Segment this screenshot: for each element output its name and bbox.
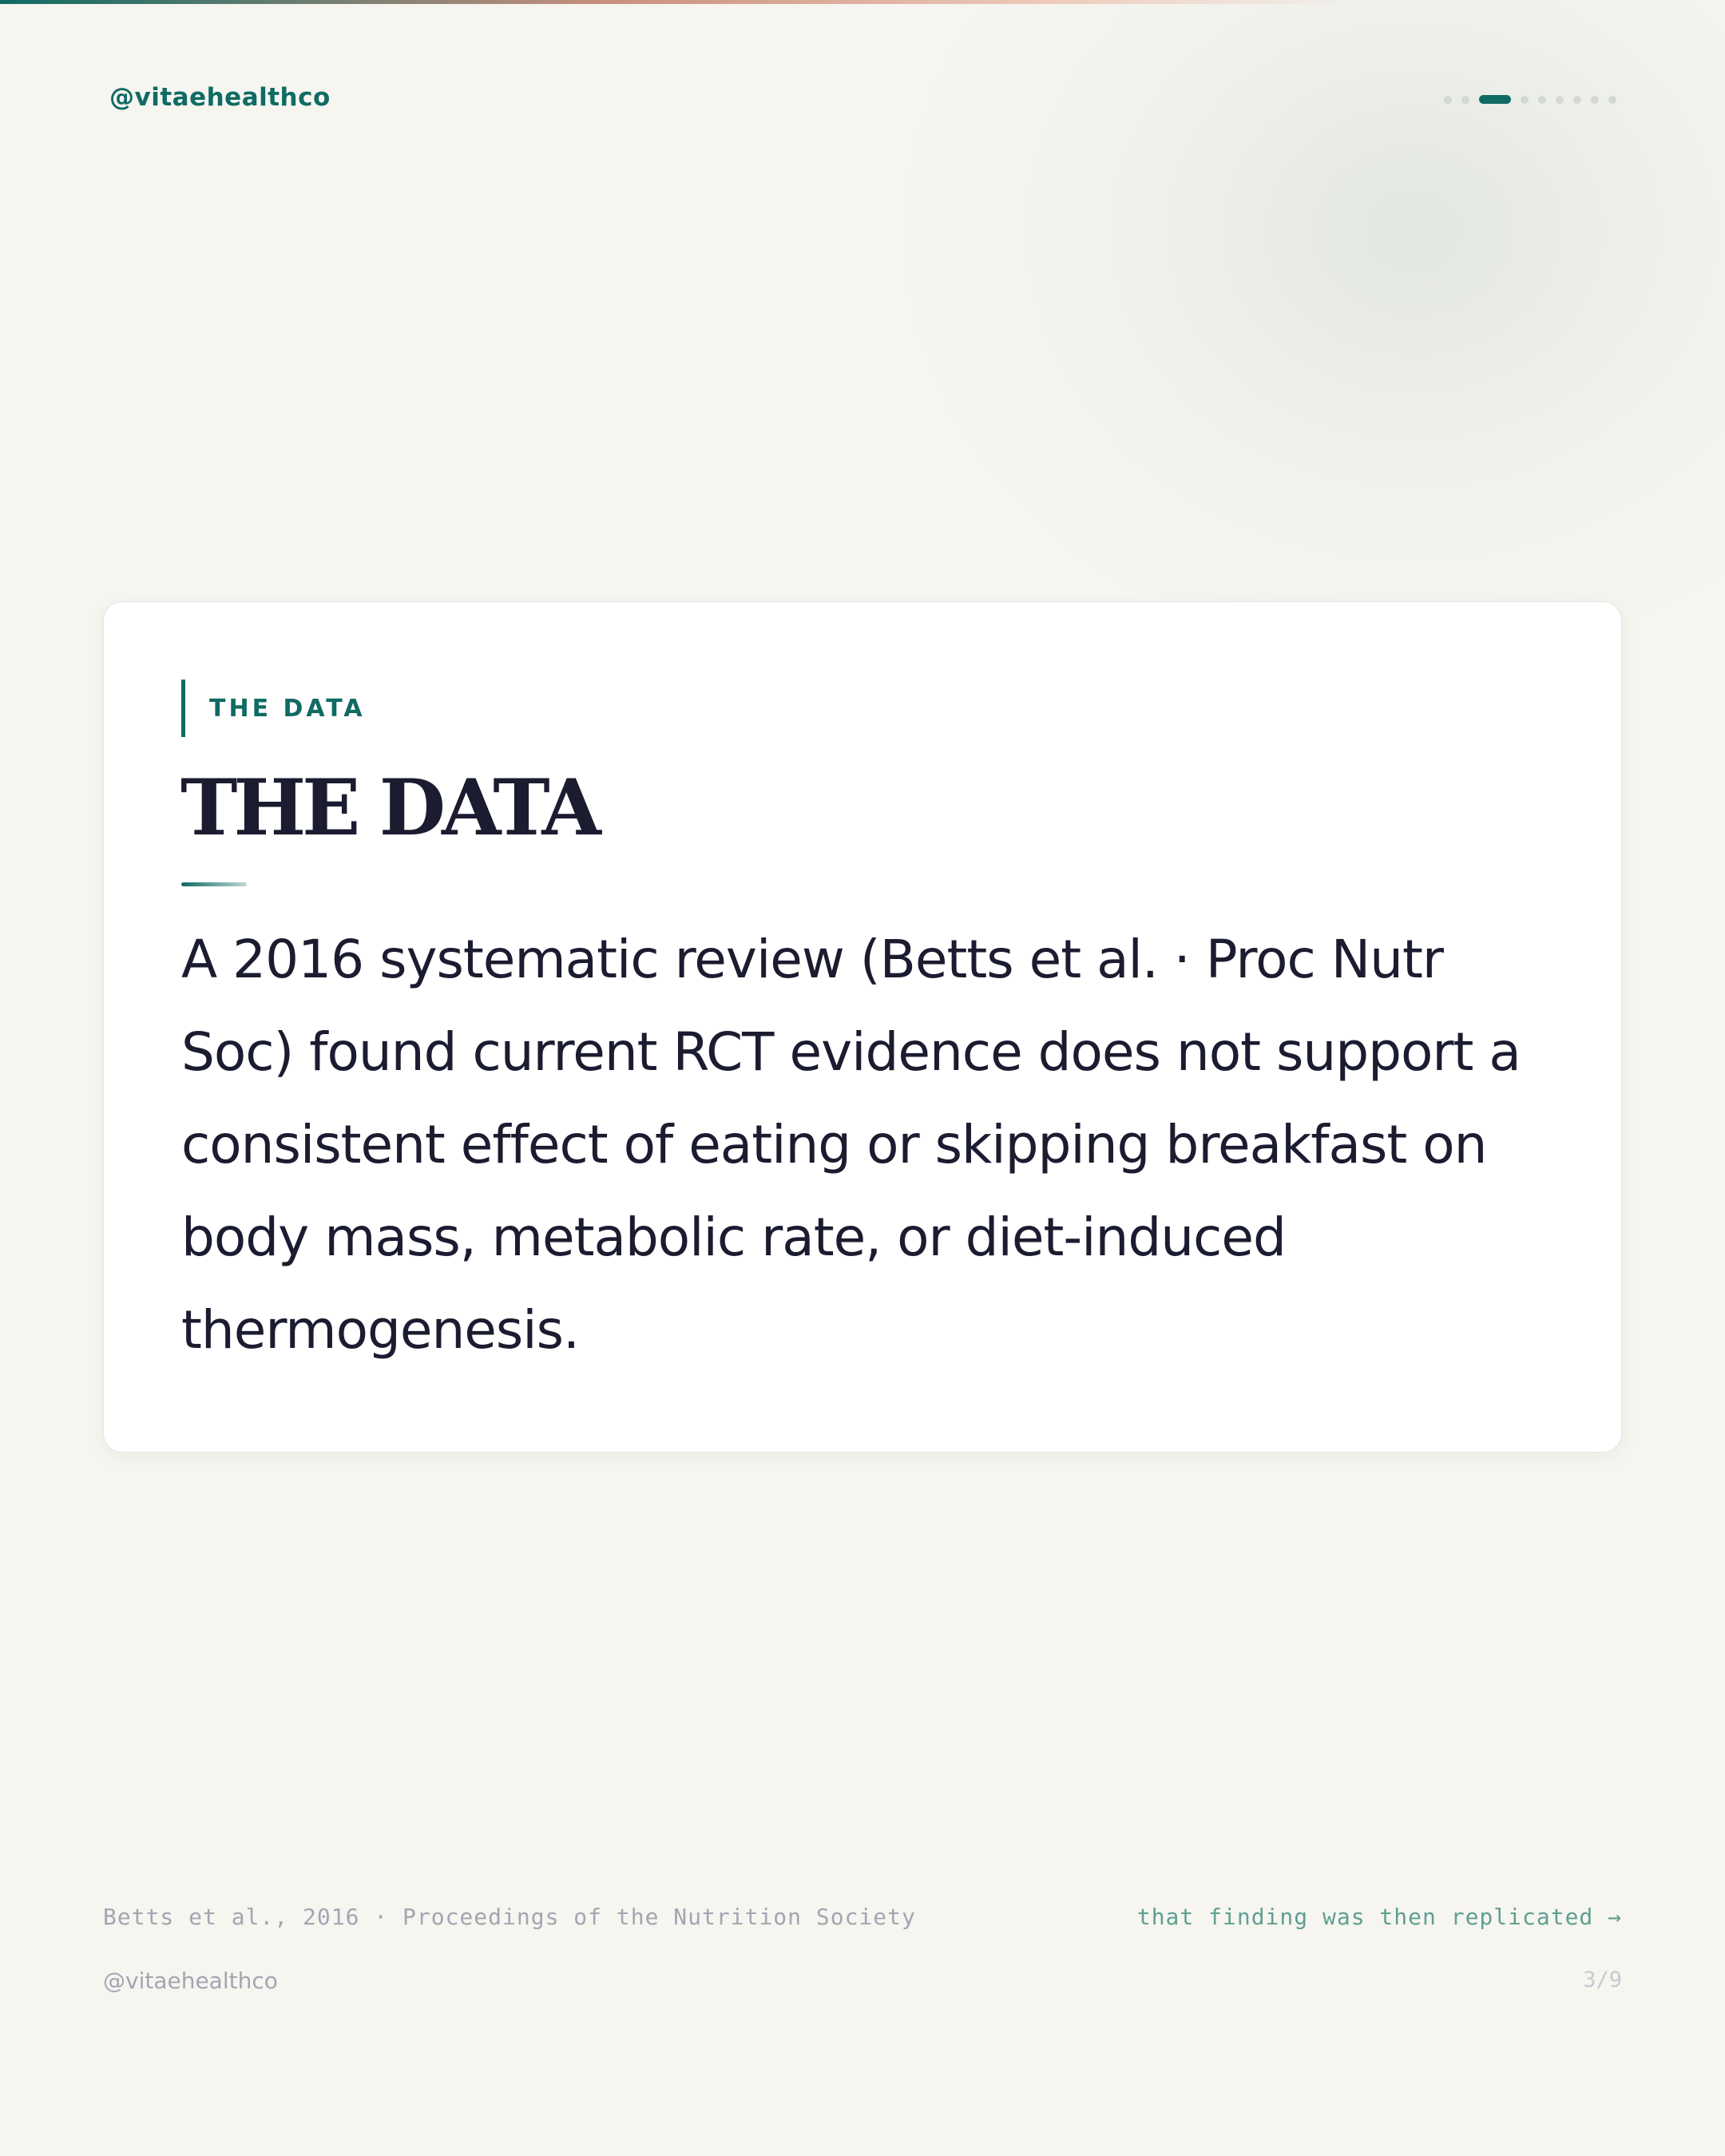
next-slide-link[interactable]: that finding was then replicated → <box>1136 1904 1622 1930</box>
section-eyebrow <box>181 680 366 737</box>
progress-dot-7 <box>1573 96 1581 104</box>
progress-dot-8 <box>1591 96 1599 104</box>
footer-handle: @vitaehealthco <box>103 1968 278 1994</box>
progress-dot-1 <box>1444 96 1452 104</box>
progress-dot-9 <box>1608 96 1616 104</box>
page-number: 3/9 <box>1583 1968 1622 1992</box>
title-underline <box>181 882 247 886</box>
card-body-text: A 2016 systematic review (Betts et al. · Proc Nutr Soc) found current RCT evidence does not support a consistent effect of eating or skipping breakfast on body mass, metabolic rate, or diet-induced thermogenesis. <box>181 929 1521 1361</box>
content-card <box>103 601 1622 1453</box>
eyebrow-label: THE DATA <box>209 694 366 723</box>
progress-dot-5 <box>1538 96 1546 104</box>
progress-dot-2 <box>1461 96 1469 104</box>
card-title: THE DATA <box>180 763 597 853</box>
progress-dot-4 <box>1521 96 1529 104</box>
source-citation: Betts et al., 2016 · Proceedings of the Nutrition Society <box>103 1904 916 1930</box>
top-accent-bar <box>0 0 1358 4</box>
slide-progress-dots <box>1444 95 1616 104</box>
brand-handle: @vitaehealthco <box>109 83 331 112</box>
progress-dot-6 <box>1556 96 1564 104</box>
progress-dot-3-active <box>1479 95 1511 104</box>
